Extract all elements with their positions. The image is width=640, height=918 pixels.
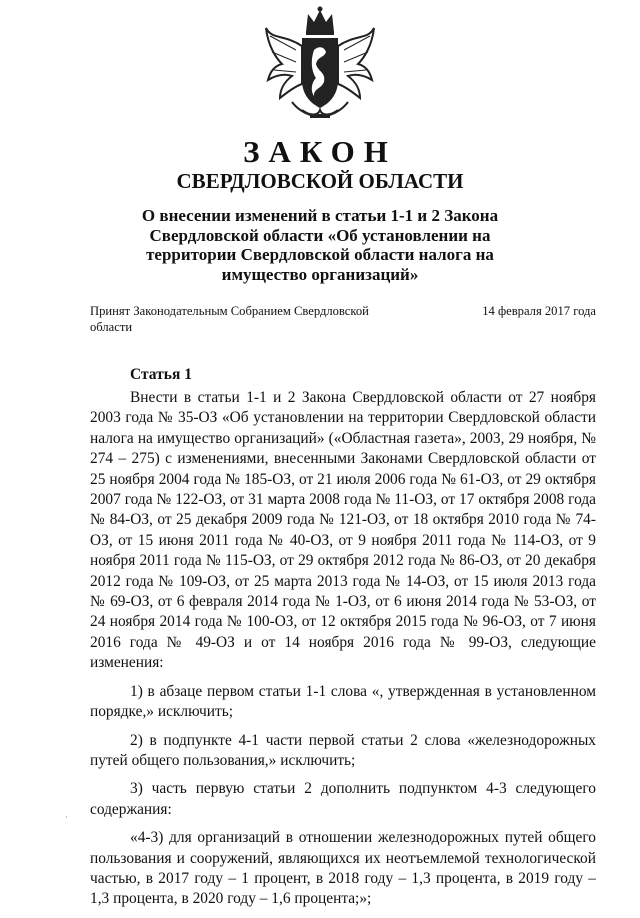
paragraph-intro: Внести в статьи 1-1 и 2 Закона Свердловской области от 27 ноября 2003 года № 35-ОЗ «Об установлении на территории Свердловской области налога на имущество организаций» («Областная газета», 2003, 29 ноября, № 274 – 275) с изменениями, внесенными Законами Свердловской области от 25 ноября 2004 года № 185-ОЗ, от 21 июля 2006 года № 61-ОЗ, от 29 октября 2007 года № 122-ОЗ, от 31 марта 2008 года № 11-ОЗ, от 17 октября 2008 года № 84-ОЗ, от 25 декабря 2009 года № 121-ОЗ, от 18 октября 2010 года № 74-ОЗ, от 15 июня 2011 года № 40-ОЗ, от 9 ноября 2011 года № 114-ОЗ, от 9 ноября 2011 года № 115-ОЗ, от 29 октября 2012 года № 86-ОЗ, от 20 декабря 2012 года № 109-ОЗ, от 25 марта 2013 года № 14-ОЗ, от 15 июля 2013 года № 69-ОЗ, от 6 февраля 2014 года № 1-ОЗ, от 6 июня 2014 года № 53-ОЗ, от 24 ноября 2014 года № 100-ОЗ, от 12 октября 2015 года № 96-ОЗ, от 7 июня 2016 года № 49-ОЗ и от 14 ноября 2016 года № 99-ОЗ, следующие изменения: xyxy=(90,389,596,672)
article-body xyxy=(90,388,596,918)
margin-mark: · xyxy=(65,813,68,822)
paragraph-item-2: 2) в подпункте 4-1 части первой статьи 2 слова «железнодорожных путей общего пользования,» исключить; xyxy=(90,731,596,769)
adopted-date: 14 февраля 2017 года xyxy=(482,304,596,318)
adopted-by: Принят Законодательным Собранием Свердловской области xyxy=(90,304,369,334)
paragraph-item-3-text: «4-3) для организаций в отношении железнодорожных путей общего пользования и сооружений, являющихся их неотъемлемой технологической частью, в 2017 году – 1 процент, в 2018 году – 1,3 процента, в 2019 году – 1,3 процента, в 2020 году – 1,6 процента;»; xyxy=(90,829,596,908)
law-subject: О внесении изменений в статьи 1-1 и 2 Закона Свердловской области «Об установлении на территории Свердловской области налога на имущество организаций» xyxy=(141,206,499,284)
paragraph-item-3: 3) часть первую статьи 2 дополнить подпунктом 4-3 следующего содержания: xyxy=(90,780,596,818)
region-name: СВЕРДЛОВСКОЙ ОБЛАСТИ xyxy=(176,169,464,193)
law-title: ЗАКОН xyxy=(243,134,397,169)
paragraph-item-1: 1) в абзаце первом статьи 1-1 слова «, утвержденная в установленном порядке,» исключить; xyxy=(90,682,596,721)
coat-of-arms-icon xyxy=(262,6,378,124)
article-heading: Статья 1 xyxy=(130,366,192,383)
